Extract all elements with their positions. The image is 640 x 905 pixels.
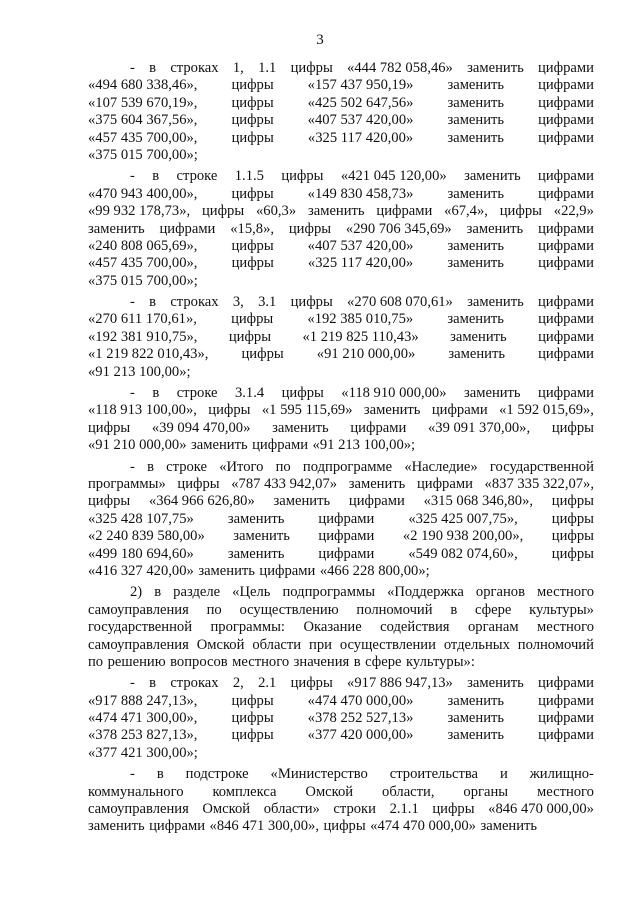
word: органы bbox=[463, 783, 509, 800]
word: «39 094 470,00» bbox=[151, 419, 251, 436]
word: «407 537 420,00» bbox=[307, 237, 414, 254]
word: цифры bbox=[432, 801, 475, 818]
paragraph bbox=[88, 766, 594, 836]
text-line bbox=[88, 563, 594, 580]
word: «494 680 338,46», bbox=[88, 77, 198, 94]
word: в bbox=[156, 766, 164, 783]
text-line bbox=[88, 584, 594, 601]
text-line bbox=[88, 221, 594, 238]
word: «444 782 058,46» bbox=[347, 60, 453, 76]
text-line bbox=[88, 329, 594, 346]
word: заменить bbox=[227, 510, 285, 527]
word: заменить bbox=[467, 60, 524, 76]
word: в bbox=[353, 653, 361, 670]
word: «118 913 100,00», bbox=[88, 402, 197, 419]
word: в bbox=[147, 458, 154, 475]
paragraph bbox=[88, 294, 594, 381]
word: 2, bbox=[232, 675, 244, 692]
word: области, bbox=[382, 783, 435, 800]
word: цифрами bbox=[431, 402, 488, 419]
word: цифры bbox=[241, 346, 284, 363]
word: заменить bbox=[447, 311, 504, 328]
word: цифрами bbox=[538, 675, 594, 692]
word: «470 943 400,00», bbox=[88, 185, 198, 202]
word: Оказание bbox=[303, 619, 362, 636]
word: цифрами bbox=[259, 562, 316, 579]
text-line bbox=[88, 364, 594, 381]
word: заменить bbox=[447, 710, 505, 727]
word: цифры bbox=[228, 328, 272, 345]
text-line bbox=[88, 203, 594, 220]
word: заменить bbox=[447, 77, 505, 94]
word: «315 068 346,80», bbox=[423, 493, 534, 510]
word: отдельных bbox=[443, 636, 510, 653]
word: цифрами bbox=[538, 710, 594, 727]
text-line bbox=[88, 784, 594, 801]
word: «270 611 170,61», bbox=[88, 311, 197, 328]
word: по bbox=[275, 458, 291, 475]
text-line bbox=[88, 255, 594, 272]
word: самоуправления bbox=[88, 801, 189, 818]
word: цифрами bbox=[318, 510, 375, 527]
word: цифрами bbox=[416, 475, 473, 492]
word: цифры bbox=[231, 311, 274, 328]
word: подпрограмме bbox=[302, 458, 393, 475]
word: по bbox=[206, 601, 222, 618]
word: коммунального bbox=[88, 783, 184, 800]
word: цифрами bbox=[252, 437, 309, 454]
word: «1 219 825 110,43» bbox=[302, 328, 419, 345]
word: в bbox=[152, 385, 160, 402]
word: «2 240 839 580,00» bbox=[88, 528, 205, 545]
word: цифры bbox=[281, 385, 324, 402]
word: строки bbox=[333, 801, 376, 818]
text-line bbox=[88, 710, 594, 727]
word: «91 213 100,00»; bbox=[88, 363, 191, 380]
word: «157 437 950,19» bbox=[307, 77, 414, 94]
word: цифры bbox=[231, 710, 274, 727]
word: «421 045 120,00» bbox=[340, 168, 447, 185]
text-line bbox=[88, 546, 594, 563]
word: строке bbox=[176, 168, 218, 185]
text-line bbox=[88, 311, 594, 328]
word: цифры bbox=[551, 528, 594, 545]
text-line bbox=[88, 385, 594, 402]
word: «325 428 107,75» bbox=[88, 510, 194, 527]
word: цифры bbox=[208, 402, 251, 419]
text-line bbox=[88, 727, 594, 744]
word: заменить bbox=[447, 727, 505, 744]
word: «91 210 000,00» bbox=[316, 346, 416, 363]
word: 3, bbox=[232, 294, 244, 311]
word: цифры bbox=[290, 675, 333, 692]
word: программы» bbox=[88, 475, 166, 492]
word: цифрами bbox=[538, 94, 594, 111]
word: заменить bbox=[191, 437, 248, 454]
word: местного bbox=[537, 783, 594, 800]
word: цифрами bbox=[318, 545, 375, 562]
word: жилищно- bbox=[529, 766, 594, 783]
word: цифры bbox=[288, 220, 332, 237]
word: сфере bbox=[365, 653, 402, 670]
word: полномочий bbox=[517, 636, 594, 653]
word: цифрами bbox=[348, 493, 405, 510]
word: 1.1.5 bbox=[234, 168, 264, 185]
word: цифрами bbox=[538, 220, 594, 237]
word: «466 228 800,00»; bbox=[319, 562, 430, 579]
word: заменить bbox=[348, 475, 406, 492]
word: в bbox=[152, 168, 160, 185]
word: местного bbox=[537, 584, 594, 601]
text-line bbox=[88, 95, 594, 112]
word: «91 213 100,00»; bbox=[312, 437, 416, 454]
paragraph bbox=[88, 385, 594, 455]
word: цифрами bbox=[538, 168, 594, 185]
text-line bbox=[88, 112, 594, 129]
word: цифры bbox=[551, 419, 594, 436]
text-line bbox=[88, 77, 594, 94]
word: в bbox=[450, 601, 458, 618]
word: Омской bbox=[305, 783, 354, 800]
word: местного bbox=[537, 619, 594, 636]
text-line bbox=[88, 476, 594, 493]
text-line bbox=[88, 273, 594, 290]
word: самоуправления bbox=[88, 601, 189, 618]
word: «67,4», bbox=[444, 203, 488, 220]
word: цифры bbox=[231, 255, 274, 272]
word: «425 502 647,56» bbox=[307, 94, 414, 111]
word: в bbox=[149, 294, 157, 311]
word: - bbox=[130, 385, 135, 402]
paragraph bbox=[88, 584, 594, 671]
document-body bbox=[88, 60, 594, 840]
word: «22,9» bbox=[553, 203, 594, 220]
word: цифры bbox=[201, 203, 245, 220]
paragraph bbox=[88, 60, 594, 164]
word: строках bbox=[170, 675, 219, 692]
word: заменить bbox=[447, 129, 504, 146]
word: осуществлении bbox=[339, 636, 436, 653]
word: заменить bbox=[363, 402, 421, 419]
word: «240 808 065,69», bbox=[88, 237, 198, 254]
word: цифрами bbox=[538, 129, 594, 146]
word: «377 420 000,00» bbox=[307, 727, 414, 744]
word: заменить bbox=[447, 255, 504, 272]
word: заменить bbox=[467, 294, 524, 311]
word: «Итого bbox=[219, 458, 264, 475]
word: «474 470 000,00» bbox=[307, 692, 414, 709]
word: «99 932 178,73», bbox=[88, 203, 191, 220]
text-line bbox=[88, 528, 594, 545]
text-line bbox=[88, 420, 594, 437]
word: «917 888 247,13», bbox=[88, 692, 198, 709]
word: цифры bbox=[231, 112, 274, 129]
word: заменить bbox=[467, 675, 524, 692]
word: «375 015 700,00»; bbox=[88, 146, 198, 163]
word: цифры bbox=[88, 419, 131, 436]
word: Омской bbox=[202, 801, 251, 818]
word: цифрами bbox=[538, 294, 594, 311]
word: - bbox=[130, 294, 135, 311]
word: заменить bbox=[450, 328, 507, 345]
word: государственной bbox=[88, 619, 193, 636]
word: - bbox=[130, 168, 135, 185]
text-line bbox=[88, 766, 594, 783]
word: цифры bbox=[499, 203, 542, 220]
word: при bbox=[309, 636, 332, 653]
word: «416 327 420,00» bbox=[88, 562, 194, 579]
word: в bbox=[154, 584, 162, 601]
word: заменить bbox=[448, 346, 505, 363]
word: 1, bbox=[232, 60, 244, 76]
word: цифры bbox=[231, 185, 274, 202]
word: заменить bbox=[447, 185, 505, 202]
word: Омской bbox=[196, 636, 245, 653]
text-line bbox=[88, 130, 594, 147]
word: цифры bbox=[290, 60, 333, 76]
word: заменить bbox=[447, 692, 505, 709]
word: цифры bbox=[231, 237, 274, 254]
text-line bbox=[88, 147, 594, 164]
text-line bbox=[88, 168, 594, 185]
text-line bbox=[88, 602, 594, 619]
word: заменить bbox=[447, 112, 505, 129]
word: разделе bbox=[173, 584, 221, 601]
word: «407 537 420,00» bbox=[307, 112, 414, 129]
word: цифрами bbox=[350, 419, 407, 436]
paragraph bbox=[88, 459, 594, 581]
word: «499 180 694,60» bbox=[88, 545, 194, 562]
word: заменить bbox=[198, 562, 255, 579]
word: 3.1 bbox=[258, 294, 277, 311]
word: «377 421 300,00»; bbox=[88, 744, 198, 761]
text-line bbox=[88, 238, 594, 255]
text-line bbox=[88, 346, 594, 363]
word: «474 471 300,00», bbox=[88, 710, 198, 727]
word: цифрами bbox=[538, 692, 594, 709]
word: цифры bbox=[281, 168, 324, 185]
word: «39 091 370,00», bbox=[427, 419, 531, 436]
word: цифры bbox=[231, 727, 274, 744]
word: органам bbox=[467, 619, 519, 636]
text-line bbox=[88, 402, 594, 419]
word: полномочий bbox=[356, 601, 433, 618]
word: 3.1.4 bbox=[234, 385, 265, 402]
word: цифры bbox=[551, 510, 594, 527]
text-line bbox=[88, 801, 594, 818]
word: в bbox=[149, 60, 157, 76]
word: «1 219 822 010,43», bbox=[88, 346, 209, 363]
word: «457 435 700,00», bbox=[88, 255, 198, 272]
word: «118 910 000,00» bbox=[341, 385, 447, 402]
word: «290 706 345,69» bbox=[345, 220, 452, 237]
word: цифрами bbox=[376, 203, 433, 220]
word: заменить bbox=[466, 220, 524, 237]
text-line bbox=[88, 693, 594, 710]
word: «15,8», bbox=[230, 220, 275, 237]
word: комплекса bbox=[212, 783, 277, 800]
word: «270 608 070,61» bbox=[347, 294, 453, 311]
word: цифры bbox=[231, 129, 274, 146]
word: заменить bbox=[227, 545, 285, 562]
word: «1 592 015,69», bbox=[499, 402, 594, 419]
word: цифры bbox=[88, 493, 131, 510]
word: «325 425 007,75», bbox=[408, 510, 518, 527]
word: содействия bbox=[380, 619, 450, 636]
word: «378 252 527,13» bbox=[307, 710, 414, 727]
word: «846 471 300,00», bbox=[209, 818, 319, 835]
word: «375 604 367,56», bbox=[88, 112, 198, 129]
word: «192 381 910,75», bbox=[88, 328, 198, 345]
text-line bbox=[88, 619, 594, 636]
word: «60,3» bbox=[256, 203, 297, 220]
word: - bbox=[130, 766, 135, 783]
text-line bbox=[88, 60, 594, 77]
word: «325 117 420,00» bbox=[307, 129, 414, 146]
word: заменить bbox=[480, 818, 538, 835]
word: «364 966 626,80» bbox=[148, 493, 255, 510]
text-line bbox=[88, 818, 594, 835]
word: цифрами bbox=[538, 311, 594, 328]
word: - bbox=[130, 675, 135, 692]
word: строке bbox=[176, 385, 218, 402]
word: органов bbox=[475, 584, 525, 601]
word: заменить bbox=[88, 818, 145, 835]
word: «375 015 700,00»; bbox=[88, 272, 198, 289]
paragraph bbox=[88, 168, 594, 290]
word: подпрограммы bbox=[282, 584, 376, 601]
word: «Цель bbox=[232, 584, 271, 601]
word: и bbox=[499, 766, 508, 783]
word: цифрами bbox=[538, 346, 594, 363]
text-line bbox=[88, 745, 594, 762]
word: заменить bbox=[447, 237, 505, 254]
text-line bbox=[88, 294, 594, 311]
word: заменить bbox=[307, 203, 365, 220]
text-line bbox=[88, 186, 594, 203]
word: цифры bbox=[551, 545, 594, 562]
word: культуры» bbox=[529, 601, 594, 618]
word: «Министерство bbox=[270, 766, 368, 783]
word: сфере bbox=[475, 601, 512, 618]
word: государственной bbox=[489, 458, 594, 475]
word: - bbox=[130, 60, 135, 76]
word: «787 433 942,07» bbox=[231, 475, 338, 492]
word: 2.1.1 bbox=[389, 801, 419, 818]
word: цифрами bbox=[149, 818, 206, 835]
word: цифрами bbox=[538, 237, 594, 254]
word: цифры bbox=[231, 692, 274, 709]
word: самоуправления bbox=[88, 636, 189, 653]
word: «325 117 420,00» bbox=[307, 255, 414, 272]
word: подстроке bbox=[185, 766, 249, 783]
word: заменить bbox=[272, 419, 329, 436]
word: «378 253 827,13», bbox=[88, 727, 198, 744]
word: - bbox=[130, 458, 135, 475]
word: цифрами bbox=[538, 255, 594, 272]
word: «549 082 074,60», bbox=[408, 545, 518, 562]
page-number: 3 bbox=[316, 32, 324, 48]
word: программы: bbox=[210, 619, 285, 636]
word: цифрами bbox=[538, 185, 594, 202]
word: цифры bbox=[231, 77, 274, 94]
word: цифры bbox=[231, 94, 274, 111]
word: заменить bbox=[88, 220, 145, 237]
word: цифрами bbox=[538, 112, 594, 129]
word: «1 595 115,69» bbox=[261, 402, 353, 419]
text-line bbox=[88, 637, 594, 654]
word: значения bbox=[293, 653, 350, 670]
word: «474 470 000,00» bbox=[370, 818, 476, 835]
word: по bbox=[88, 653, 104, 670]
word: культуры»: bbox=[406, 653, 475, 670]
word: «457 435 700,00», bbox=[88, 129, 198, 146]
word: заменить bbox=[463, 385, 521, 402]
word: цифрами bbox=[538, 328, 594, 345]
word: цифрами bbox=[538, 385, 594, 402]
word: цифрами bbox=[159, 220, 216, 237]
word: цифрами bbox=[538, 77, 594, 94]
word: 2) bbox=[130, 584, 143, 601]
word: строках bbox=[170, 294, 219, 311]
word: заменить bbox=[447, 94, 505, 111]
word: строке bbox=[166, 458, 207, 475]
word: 2.1 bbox=[258, 675, 277, 692]
word: области bbox=[252, 636, 302, 653]
word: «2 190 938 200,00», bbox=[402, 528, 524, 545]
word: цифрами bbox=[538, 727, 594, 744]
text-line bbox=[88, 654, 594, 671]
word: 1.1 bbox=[258, 60, 277, 76]
word: строках bbox=[170, 60, 219, 76]
word: области» bbox=[263, 801, 320, 818]
text-line bbox=[88, 511, 594, 528]
word: заменить bbox=[233, 528, 290, 545]
word: «192 385 010,75» bbox=[307, 311, 414, 328]
word: заменить bbox=[273, 493, 331, 510]
word: «837 335 322,07», bbox=[484, 475, 594, 492]
word: цифрами bbox=[318, 528, 375, 545]
word: «Поддержка bbox=[387, 584, 464, 601]
text-line bbox=[88, 459, 594, 476]
text-line bbox=[88, 437, 594, 454]
word: «917 886 947,13» bbox=[347, 675, 453, 692]
text-line bbox=[88, 493, 594, 510]
word: «149 830 458,73» bbox=[307, 185, 414, 202]
word: цифры bbox=[323, 818, 366, 835]
word: осуществлению bbox=[239, 601, 339, 618]
word: в bbox=[149, 675, 157, 692]
word: цифры bbox=[551, 493, 594, 510]
word: строительства bbox=[389, 766, 479, 783]
paragraph bbox=[88, 675, 594, 762]
word: «91 210 000,00» bbox=[88, 437, 187, 454]
word: цифры bbox=[290, 294, 333, 311]
word: заменить bbox=[464, 168, 521, 185]
text-line bbox=[88, 675, 594, 692]
word: вопросов bbox=[170, 653, 228, 670]
word: «107 539 670,19», bbox=[88, 94, 198, 111]
word: решению bbox=[107, 653, 166, 670]
word: «Наследие» bbox=[404, 458, 478, 475]
word: «846 470 000,00» bbox=[488, 801, 594, 818]
word: цифры bbox=[177, 475, 220, 492]
word: цифрами bbox=[538, 60, 594, 76]
word: местного bbox=[232, 653, 290, 670]
